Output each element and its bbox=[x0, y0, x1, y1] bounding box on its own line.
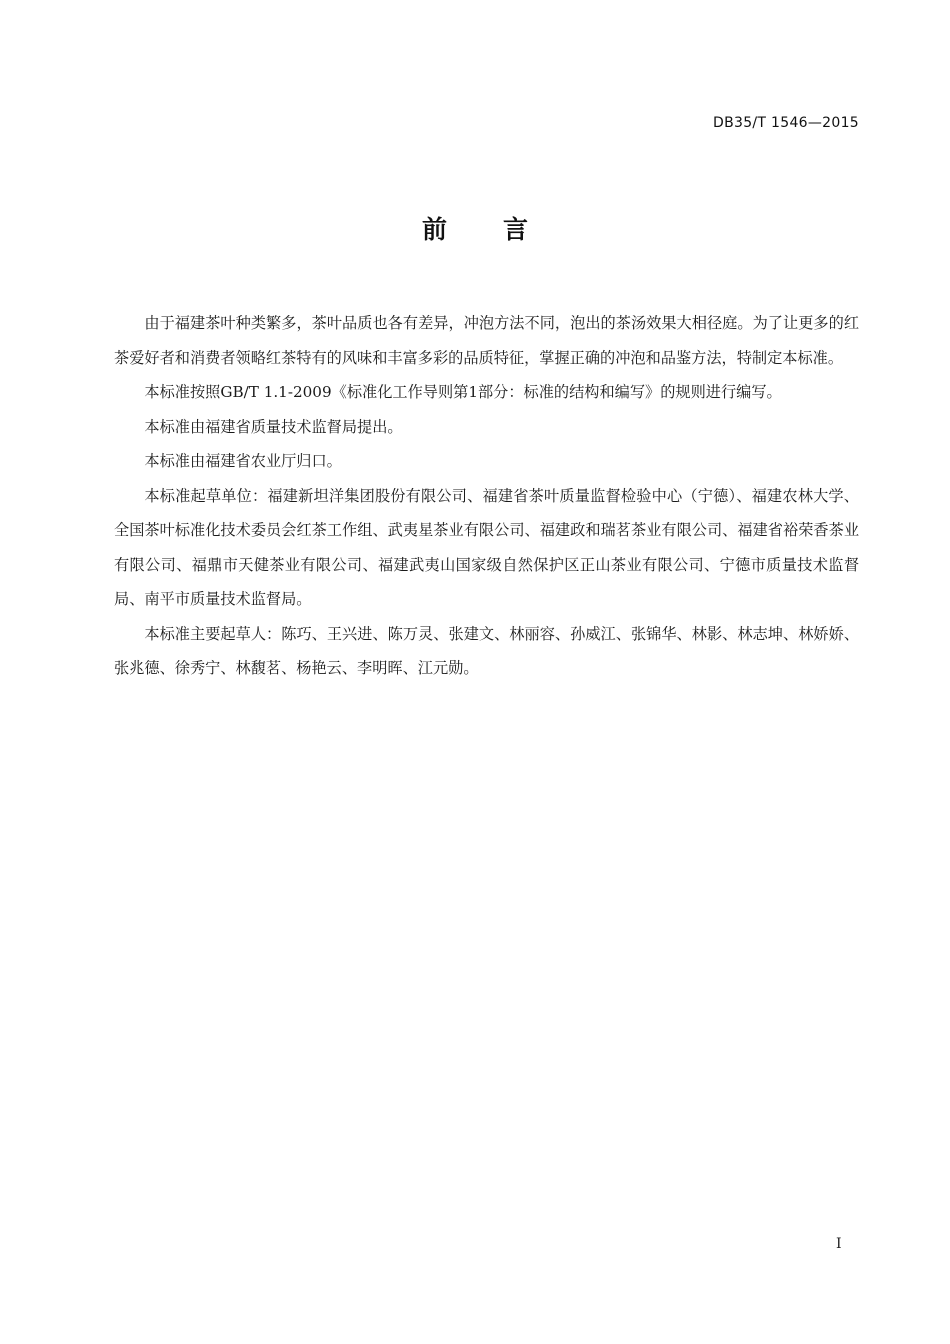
paragraph-drafting-units: 本标准起草单位：福建新坦洋集团股份有限公司、福建省茶叶质量监督检验中心（宁德）、福建农林大学、全国茶叶标准化技术委员会红茶工作组、武夷星茶业有限公司、福建政和瑞茗茶业有限公司、福建省裕荣香茶业有限公司、福鼎市天健茶业有限公司、福建武夷山国家级自然保护区正山茶业有限公司、宁德市质量技术监督局、南平市质量技术监督局。 bbox=[114, 486, 859, 608]
paragraph-drafting-rules: 本标准按照GB/T 1.1-2009《标准化工作导则第1部分：标准的结构和编写》的规则进行编写。 bbox=[144, 383, 782, 401]
foreword-body bbox=[114, 306, 859, 686]
paragraph-centralized-by: 本标准由福建省农业厅归口。 bbox=[144, 452, 342, 470]
page-title: 前言 bbox=[421, 215, 584, 244]
paragraph-background: 由于福建茶叶种类繁多，茶叶品质也各有差异，冲泡方法不同，泡出的茶汤效果大相径庭。为了让更多的红茶爱好者和消费者领略红茶特有的风味和丰富多彩的品质特征，掌握正确的冲泡和品鉴方法，特制定本标准。 bbox=[114, 314, 859, 367]
standard-code: DB35/T 1546—2015 bbox=[713, 115, 859, 131]
paragraph-proposer: 本标准由福建省质量技术监督局提出。 bbox=[144, 417, 403, 436]
paragraph-main-drafters: 本标准主要起草人：陈巧、王兴进、陈万灵、张建文、林丽容、孙威江、张锦华、林影、林志坤、林娇娇、张兆德、徐秀宁、林馥茗、杨艳云、李明晖、江元勋。 bbox=[114, 624, 859, 677]
page-number: I bbox=[836, 1236, 842, 1252]
